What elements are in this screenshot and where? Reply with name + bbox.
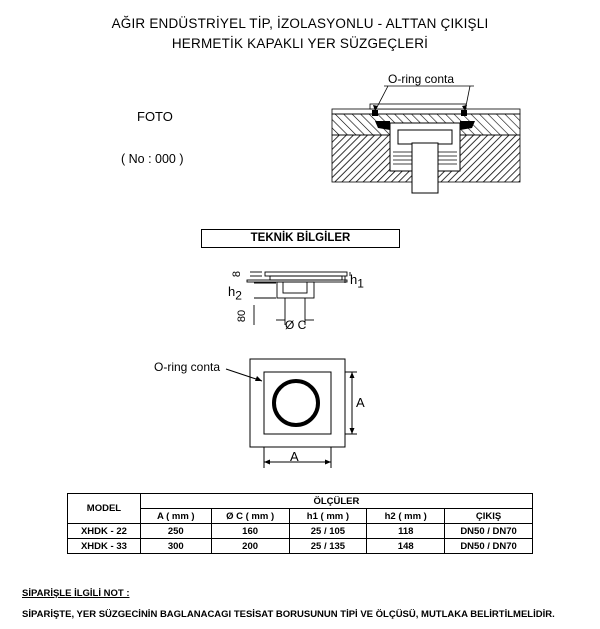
order-note-heading: SİPARİŞLE İLGİLİ NOT : bbox=[22, 588, 130, 599]
table-cell: 160 bbox=[211, 524, 289, 539]
column-header: ÇIKIŞ bbox=[445, 509, 533, 524]
dim-80-label: 80 bbox=[236, 309, 249, 323]
spec-table bbox=[67, 493, 533, 554]
table-row bbox=[68, 524, 533, 539]
table-cell: 25 / 105 bbox=[289, 524, 367, 539]
model-cell: XHDK - 33 bbox=[68, 539, 141, 554]
table-row bbox=[68, 539, 533, 554]
model-cell: XHDK - 22 bbox=[68, 524, 141, 539]
model-header: MODEL bbox=[68, 494, 141, 524]
technical-header: TEKNİK BİLGİLER bbox=[201, 229, 400, 248]
top-view-dim-a-right: A bbox=[356, 395, 365, 410]
document-title-line-2: HERMETİK KAPAKLI YER SÜZGEÇLERİ bbox=[171, 36, 429, 51]
table-cell: 25 / 135 bbox=[289, 539, 367, 554]
document-title-line-1: AĞIR ENDÜSTRİYEL TİP, İZOLASYONLU - ALTTAN ÇIKIŞLI bbox=[111, 16, 489, 31]
table-cell: 300 bbox=[140, 539, 211, 554]
column-header: Ø C ( mm ) bbox=[211, 509, 289, 524]
table-cell: 118 bbox=[367, 524, 445, 539]
column-header: A ( mm ) bbox=[140, 509, 211, 524]
photo-label: FOTO bbox=[137, 109, 173, 124]
table-cell: 148 bbox=[367, 539, 445, 554]
dim-h1-label: $h_1$ bbox=[350, 272, 364, 291]
dim-diameter-c-label: Ø C bbox=[285, 318, 307, 332]
top-view-dim-a-bottom: A bbox=[290, 449, 299, 464]
column-header: h1 ( mm ) bbox=[289, 509, 367, 524]
table-cell: DN50 / DN70 bbox=[445, 539, 533, 554]
section-oring-label: O-ring conta bbox=[388, 72, 455, 86]
table-cell: 250 bbox=[140, 524, 211, 539]
photo-number: ( No : 000 ) bbox=[121, 152, 184, 166]
dim-h2-label: $h_2$ bbox=[228, 284, 242, 303]
dimensions-group-header: ÖLÇÜLER bbox=[140, 494, 532, 509]
order-note-text: SİPARİŞTE, YER SÜZGECİNİN BAGLANACAGI TESİSAT BORUSUNUN TİPİ VE ÖLÇÜSÜ, MUTLAKA BELİRTİLMELİDİR. bbox=[22, 609, 555, 620]
table-cell: DN50 / DN70 bbox=[445, 524, 533, 539]
top-view-oring-label: O-ring conta bbox=[154, 360, 221, 374]
column-header: h2 ( mm ) bbox=[367, 509, 445, 524]
top-view-oring-circle bbox=[274, 381, 318, 425]
table-cell: 200 bbox=[211, 539, 289, 554]
dim-8-label: 8 bbox=[231, 270, 244, 278]
